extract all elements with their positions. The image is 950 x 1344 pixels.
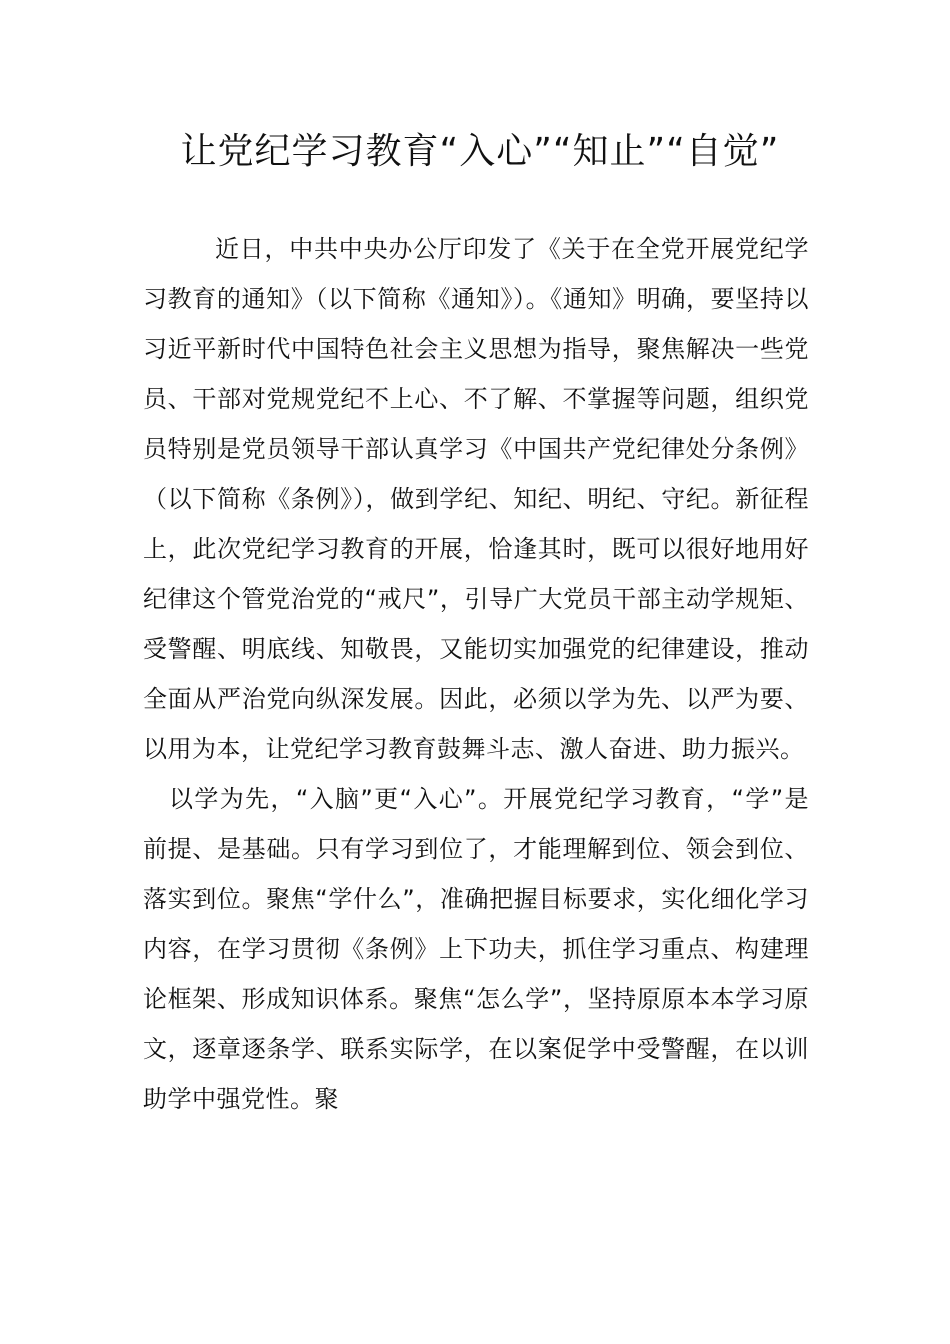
document-body [143, 224, 809, 1124]
paragraph-intro: 近日，中共中央办公厅印发了《关于在全党开展党纪学习教育的通知》（以下简称《通知》）。《通知》明确，要坚持以习近平新时代中国特色社会主义思想为指导，聚焦解决一些党员、干部对党规党纪不上心、不了解、不掌握等问题，组织党员特别是党员领导干部认真学习《中国共产党纪律处分条例》（以下简称《条例》），做到学纪、知纪、明纪、守纪。新征程上，此次党纪学习教育的开展，恰逢其时，既可以很好地用好纪律这个管党治党的“戒尺”，引导广大党员干部主动学规矩、受警醒、明底线、知敬畏，又能切实加强党的纪律建设，推动全面从严治党向纵深发展。因此，必须以学为先、以严为要、以用为本，让党纪学习教育鼓舞斗志、激人奋进、助力振兴。 [143, 235, 809, 763]
document-title: 让党纪学习教育“入心”“知止”“自觉” [180, 131, 780, 172]
paragraph-learning-first: 以学为先，“入脑”更“入心”。开展党纪学习教育，“学”是前提、是基础。只有学习到位了，才能理解到位、领会到位、落实到位。聚焦“学什么”，准确把握目标要求，实化细化学习内容，在学习贯彻《条例》上下功夫，抓住学习重点、构建理论框架、形成知识体系。聚焦“怎么学”，坚持原原本本学习原文，逐章逐条学、联系实际学，在以案促学中受警醒，在以训助学中强党性。聚 [143, 785, 809, 1113]
